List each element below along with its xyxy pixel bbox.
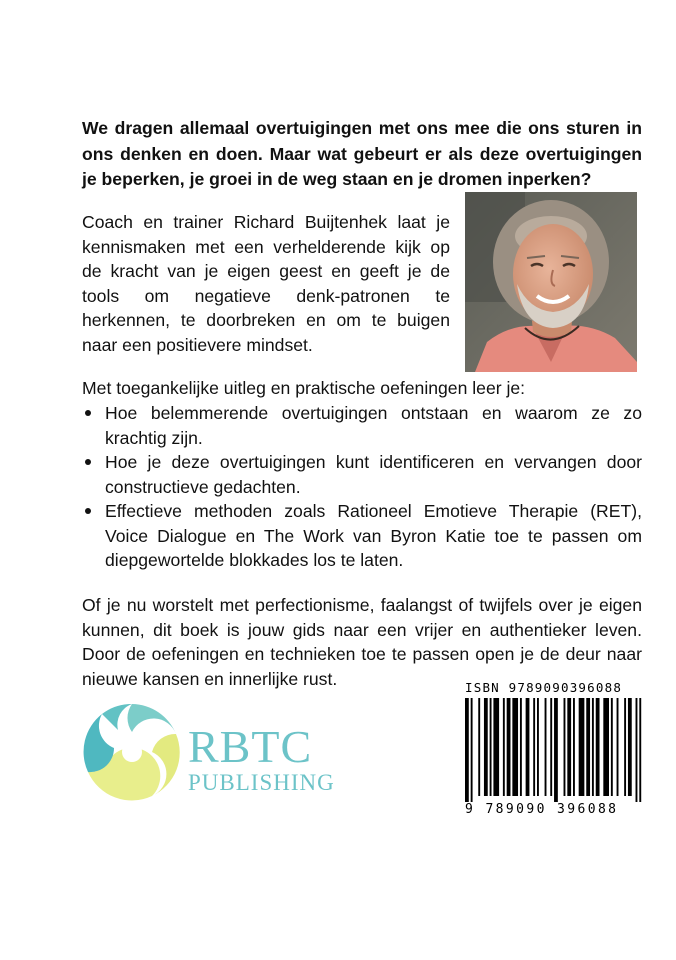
author-bio: Coach en trainer Richard Buijtenhek laat je kennismaken met een verhelderende kijk op de kracht van je eigen geest en geeft je de tools om negatieve denk-patronen te herkennen, te doorbreken en om te buigen naar een positievere mindset. bbox=[82, 212, 450, 355]
barcode-bar bbox=[507, 698, 511, 796]
barcode-bar bbox=[579, 698, 585, 796]
barcode-bar bbox=[586, 698, 590, 796]
barcode-bar bbox=[611, 698, 613, 796]
barcode-bar bbox=[503, 698, 505, 796]
barcode-bar bbox=[493, 698, 499, 796]
barcode-bar bbox=[484, 698, 488, 796]
feature-item: Hoe je deze overtuigingen kunt identificeren en vervangen door constructieve gedachten. bbox=[82, 450, 642, 499]
barcode-bar bbox=[639, 698, 641, 802]
barcode-bar bbox=[628, 698, 632, 796]
barcode-bar bbox=[471, 698, 473, 802]
barcode-bar bbox=[603, 698, 609, 796]
barcode-bar bbox=[545, 698, 547, 796]
barcode-bar bbox=[596, 698, 600, 796]
isbn-digits: 9 789090 396088 bbox=[465, 802, 619, 817]
barcode-bar bbox=[567, 698, 571, 796]
publisher-subtitle: PUBLISHING bbox=[188, 770, 335, 795]
barcode-bar bbox=[573, 698, 575, 796]
barcode-bar bbox=[537, 698, 539, 796]
features-list bbox=[82, 401, 642, 573]
barcode-bar bbox=[490, 698, 492, 796]
feature-item: Effectieve methoden zoals Rationeel Emotieve Therapie (RET), Voice Dialogue en The Work van Byron Katie toe te passen om diepgewortelde blokkades los te laten. bbox=[82, 499, 642, 573]
feature-item: Hoe belemmerende overtuigingen ontstaan en waarom ze zo krachtig zijn. bbox=[82, 401, 642, 450]
barcode-bar bbox=[554, 698, 558, 802]
barcode-bar bbox=[520, 698, 522, 796]
barcode-bar bbox=[478, 698, 480, 796]
publisher-logo bbox=[80, 700, 350, 805]
rbtc-swirl-icon bbox=[80, 700, 350, 805]
list-intro: Met toegankelijke uitleg en praktische oefeningen leer je: bbox=[82, 378, 526, 398]
author-portrait-illustration bbox=[465, 192, 637, 372]
barcode-bar bbox=[550, 698, 552, 796]
isbn-barcode bbox=[460, 680, 645, 820]
barcode-bar bbox=[512, 698, 518, 796]
barcode-bar bbox=[526, 698, 530, 796]
barcode-bar bbox=[617, 698, 619, 796]
intro-paragraph: We dragen allemaal overtuigingen met ons mee die ons sturen in ons denken en doen. Maar wat gebeurt er als deze overtuigingen je beperken, je groei in de weg staan en je dromen inperken? bbox=[82, 118, 642, 189]
barcode-bar bbox=[624, 698, 626, 796]
barcode-bar bbox=[465, 698, 469, 802]
isbn-label: ISBN 9789090396088 bbox=[465, 680, 623, 695]
barcode-bar bbox=[592, 698, 594, 796]
publisher-name: RBTC bbox=[188, 721, 313, 772]
barcode-bar bbox=[533, 698, 535, 796]
barcode-icon bbox=[465, 698, 645, 802]
closing-paragraph: Of je nu worstelt met perfectionisme, faalangst of twijfels over je eigen kunnen, dit boek is jouw gids naar een vrijer en authentieker leven. Door de oefeningen en technieken toe te passen open je de deur naar nieuwe kansen en innerlijke rust. bbox=[82, 595, 642, 689]
author-photo bbox=[465, 192, 637, 372]
barcode-bar bbox=[636, 698, 638, 802]
barcode-bar bbox=[564, 698, 566, 796]
